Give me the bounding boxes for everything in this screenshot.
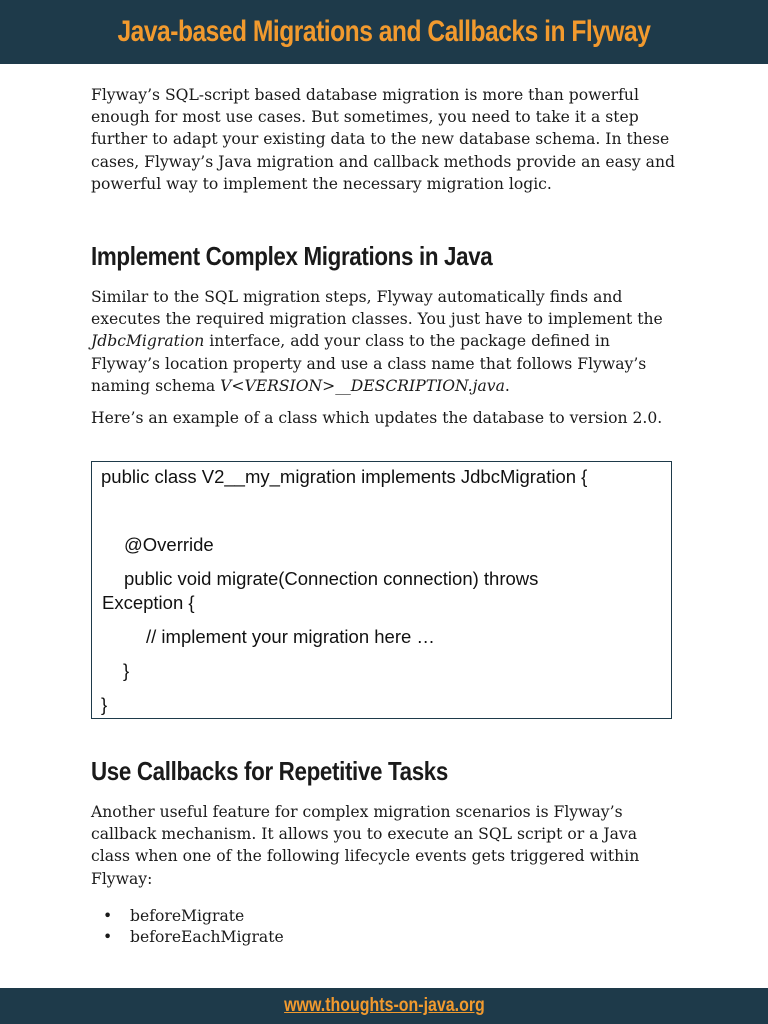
section-heading-callbacks: Use Callbacks for Repetitive Tasks xyxy=(91,756,448,786)
code-line: } xyxy=(101,694,108,715)
complex-migrations-paragraph xyxy=(91,286,677,397)
header-bar xyxy=(0,0,768,64)
main-content xyxy=(91,84,677,429)
code-line: public void migrate(Connection connection) throws xyxy=(124,568,539,589)
text-run: Similar to the SQL migration steps, Flyway automatically finds and executes the required migration classes. You just have to implement the xyxy=(91,288,663,329)
code-line: public class V2__my_migration implements JdbcMigration { xyxy=(101,466,588,487)
bullet-icon: • xyxy=(103,928,113,946)
code-line: @Override xyxy=(124,534,214,555)
text-run: . xyxy=(504,376,510,395)
intro-paragraph: Flyway’s SQL-script based database migration is more than powerful enough for most use cases. But sometimes, you need to take it a step further to adapt your existing data to the new database schema. In these cases, Flyway’s Java migration and callback methods provide an easy and powerful way to implement the necessary migration logic. xyxy=(91,86,675,193)
callbacks-paragraph: Another useful feature for complex migration scenarios is Flyway’s callback mechanism. It allows you to execute an SQL script or a Java class when one of the following lifecycle events gets triggered within Flyway: xyxy=(91,803,640,888)
list-item-label: beforeEachMigrate xyxy=(130,928,284,946)
lifecycle-events-list xyxy=(91,906,284,948)
list-item xyxy=(91,906,284,927)
website-link[interactable]: www.thoughts-on-java.org xyxy=(283,995,485,1016)
code-example-box xyxy=(91,461,672,719)
text-run: interface, add your class to the package defined in Flyway’s location property and use a class name that follows Flyway’s naming schema xyxy=(91,332,647,395)
code-comment-line: // implement your migration here … xyxy=(146,626,435,647)
naming-schema: V<VERSION>__DESCRIPTION.java xyxy=(220,376,505,395)
example-intro-paragraph: Here’s an example of a class which updates the database to version 2.0. xyxy=(91,409,663,428)
page-title: Java-based Migrations and Callbacks in Flyway xyxy=(117,15,651,48)
footer-bar xyxy=(0,988,768,1024)
code-line: Exception { xyxy=(102,592,195,613)
list-item xyxy=(91,927,284,948)
bullet-icon: • xyxy=(103,907,113,925)
code-line: } xyxy=(123,660,130,681)
section-heading-complex-migrations: Implement Complex Migrations in Java xyxy=(91,241,493,272)
list-item-label: beforeMigrate xyxy=(130,907,245,925)
interface-name: JdbcMigration xyxy=(91,332,205,351)
